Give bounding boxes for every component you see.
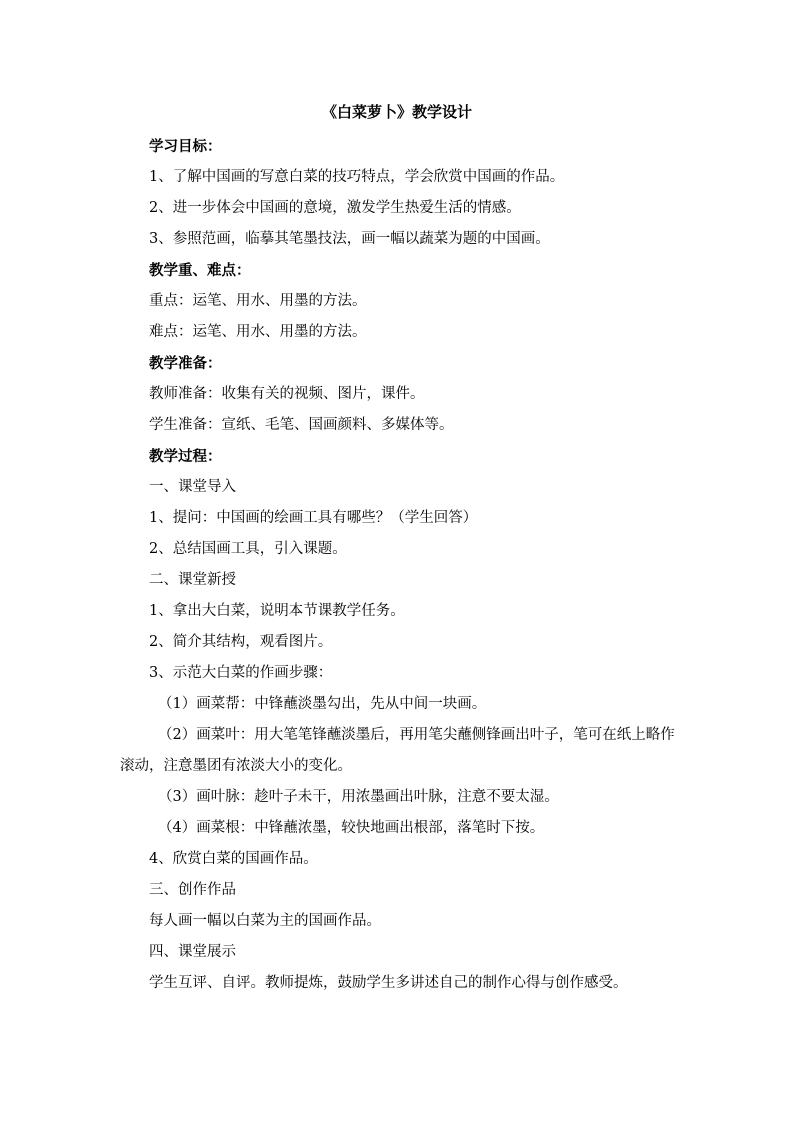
text-line: 四、课堂展示 — [149, 944, 236, 960]
text-line: 4、欣赏白菜的国画作品。 — [149, 851, 318, 867]
section-heading: 教学重、难点： — [149, 262, 251, 279]
text-line: （2）画菜叶：用大笔笔锋蘸淡墨后，再用笔尖蘸侧锋画出叶子，笔可在纸上略作滚动，注意墨团有浓淡大小的变化。 — [120, 727, 675, 774]
text-line: 2、进一步体会中国画的意境，激发学生热爱生活的情感。 — [149, 200, 521, 216]
text-line: 1、提问：中国画的绘画工具有哪些？（学生回答） — [149, 510, 478, 526]
text-line: 三、创作作品 — [149, 882, 236, 898]
text-line: 2、总结国画工具，引入课题。 — [149, 541, 347, 557]
text-line: 3、示范大白菜的作画步骤： — [149, 665, 333, 681]
text-line: （1）画菜帮：中锋蘸淡墨勾出，先从中间一块画。 — [158, 696, 487, 712]
section-heading: 教学准备： — [149, 355, 222, 372]
text-line: 重点：运笔、用水、用墨的方法。 — [149, 293, 367, 309]
text-line: 难点：运笔、用水、用墨的方法。 — [149, 324, 367, 340]
text-line: 学生准备：宣纸、毛笔、国画颜料、多媒体等。 — [149, 417, 454, 433]
text-line: 二、课堂新授 — [149, 572, 236, 588]
text-line: 教师准备：收集有关的视频、图片，课件。 — [149, 386, 425, 402]
text-line: 2、简介其结构，观看图片。 — [149, 634, 333, 650]
text-line: （4）画菜根：中锋蘸浓墨，较快地画出根部，落笔时下按。 — [158, 820, 545, 836]
text-line: 学生互评、自评。教师提炼，鼓励学生多讲述自己的制作心得与创作感受。 — [149, 975, 628, 991]
section-heading: 教学过程： — [149, 448, 222, 465]
text-line: 3、参照范画，临摹其笔墨技法，画一幅以蔬菜为题的中国画。 — [149, 231, 550, 247]
text-line: 每人画一幅以白菜为主的国画作品。 — [149, 913, 381, 929]
text-line: 1、了解中国画的写意白菜的技巧特点，学会欣赏中国画的作品。 — [149, 169, 565, 185]
text-line: 1、拿出大白菜，说明本节课教学任务。 — [149, 603, 405, 619]
text-line: （3）画叶脉：趁叶子未干，用浓墨画出叶脉，注意不要太湿。 — [158, 789, 559, 805]
document-title: 《白菜萝卜》教学设计 — [321, 103, 472, 121]
section-heading: 学习目标： — [149, 138, 222, 155]
text-line: 一、课堂导入 — [149, 479, 236, 495]
document-body — [120, 131, 676, 999]
